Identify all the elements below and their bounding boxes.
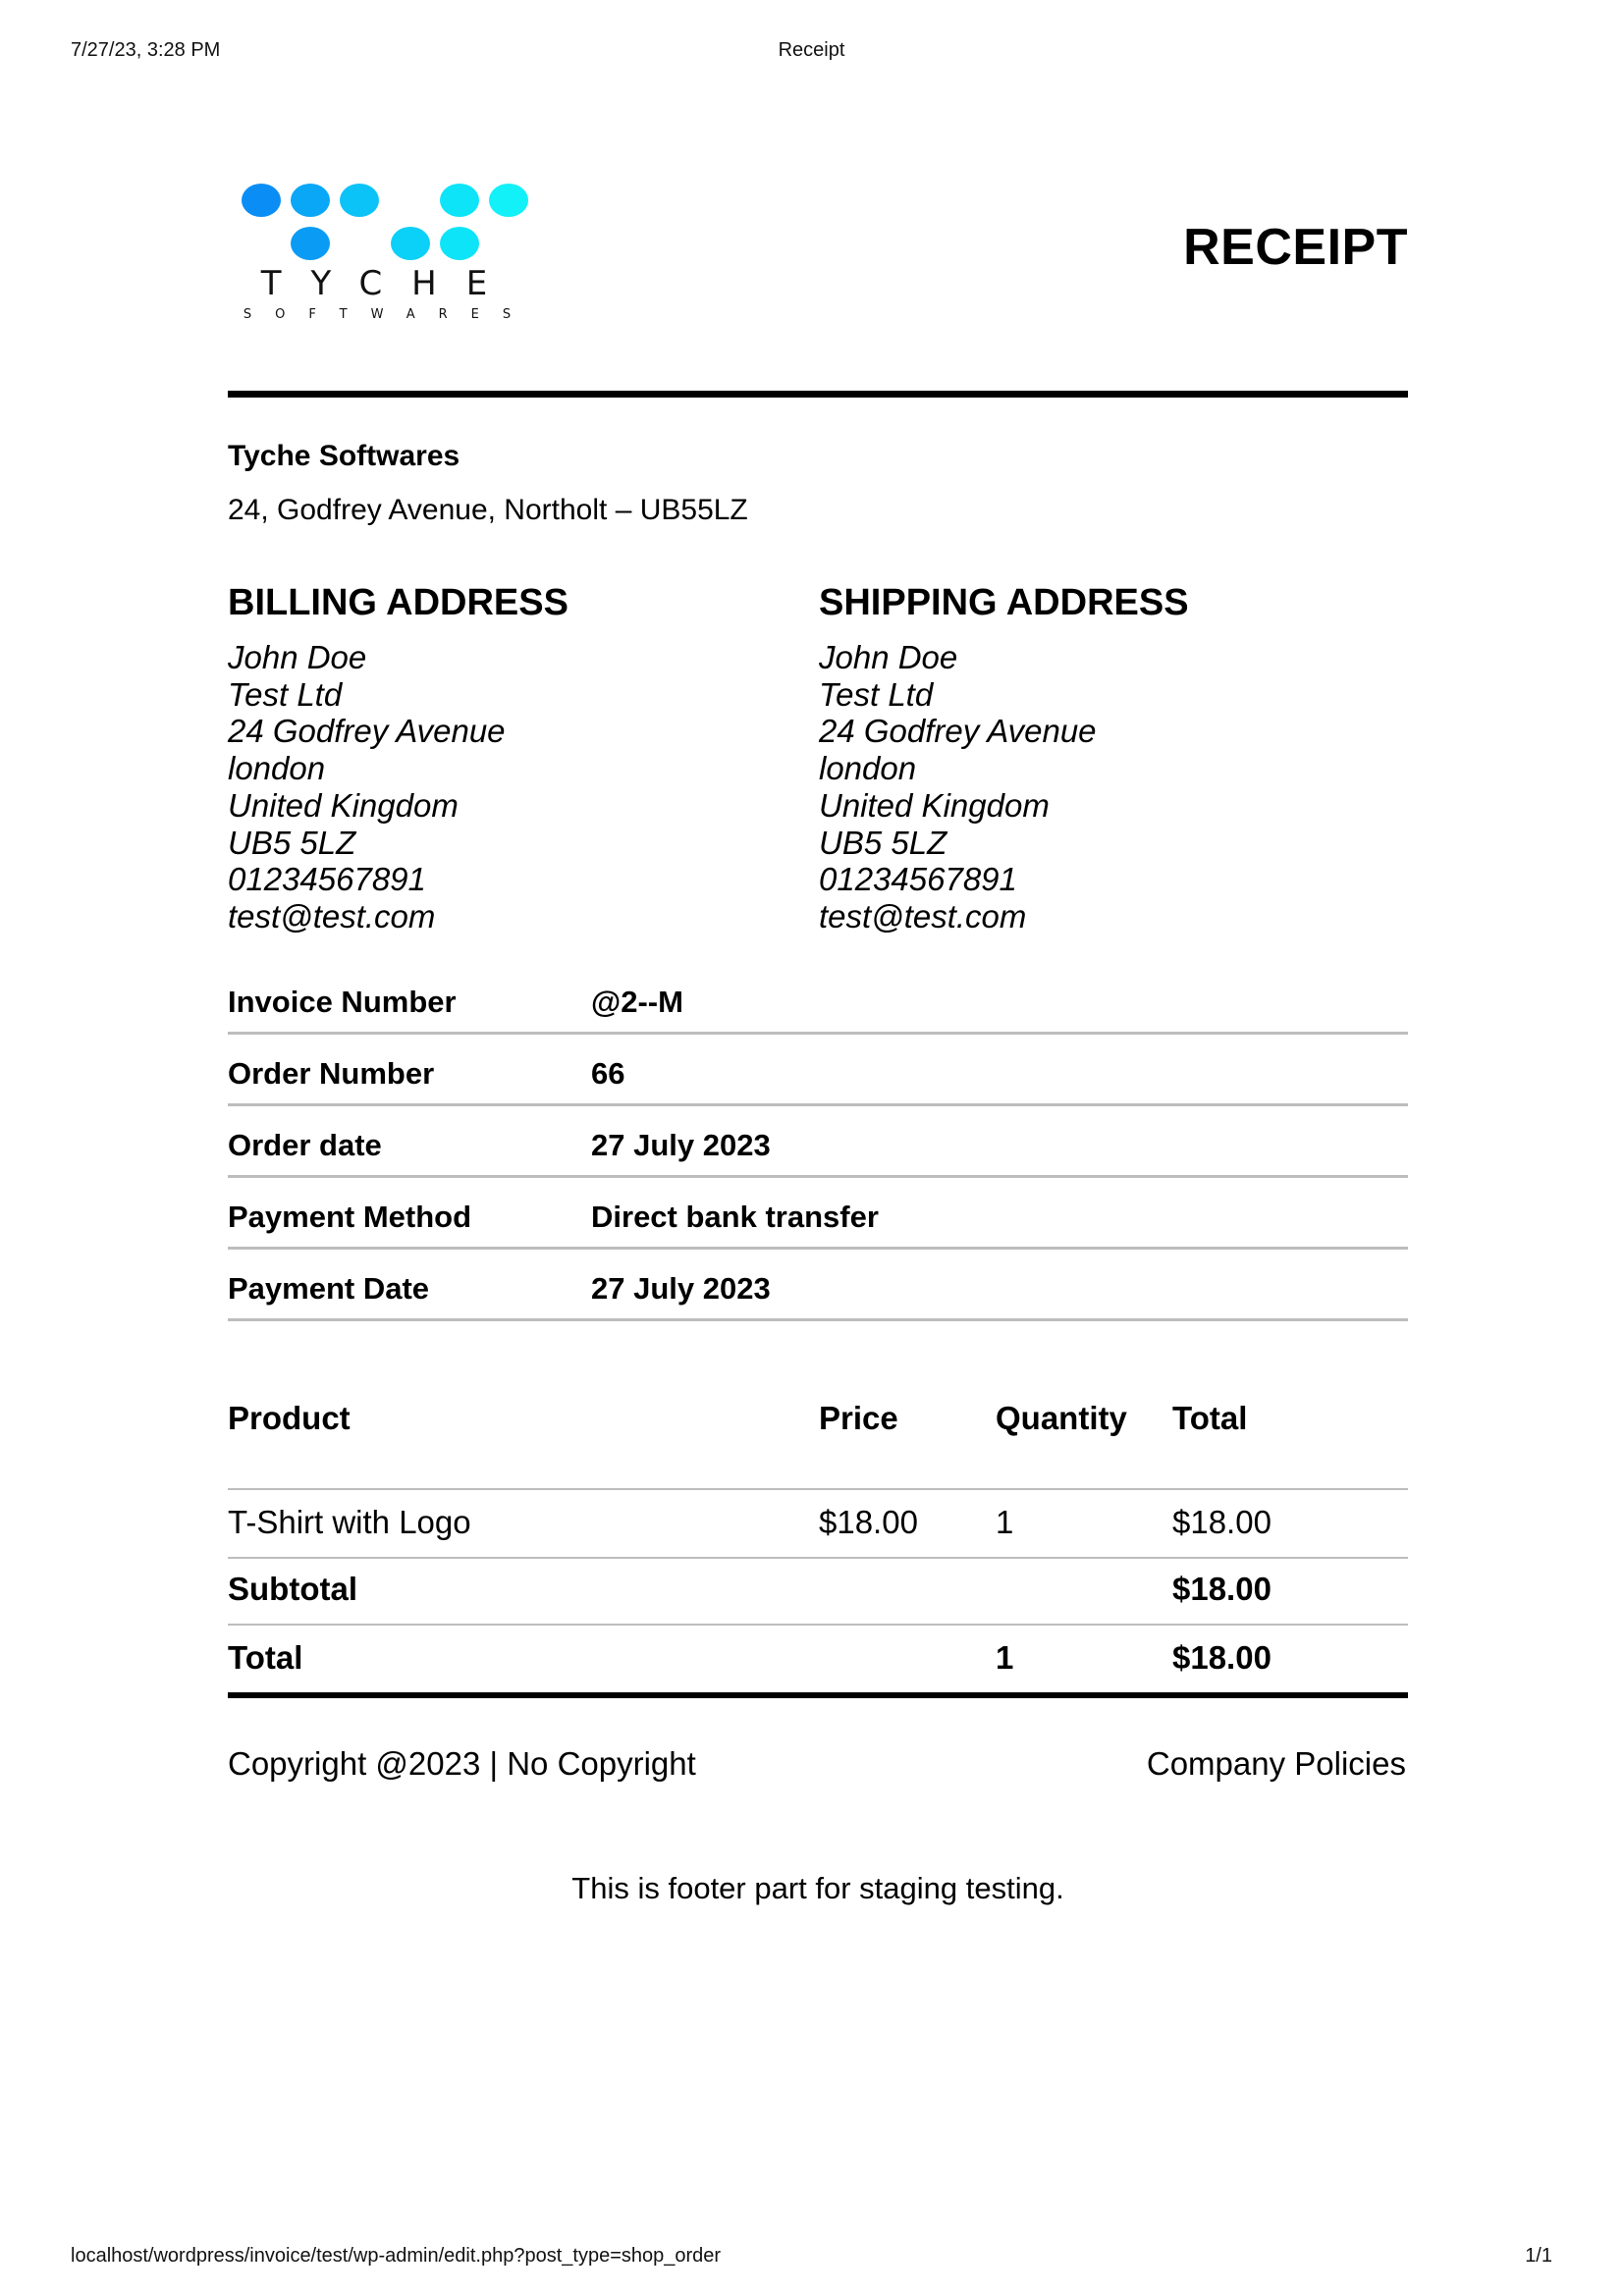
info-value: 27 July 2023: [591, 1128, 771, 1162]
print-footer: [71, 2245, 1552, 2274]
company-policies-link[interactable]: Company Policies: [1146, 1745, 1406, 1782]
print-url: localhost/wordpress/invoice/test/wp-admin/edit.php?post_type=shop_order: [71, 2245, 722, 2267]
info-row-order-number: [228, 1035, 1408, 1106]
grand-total-value: $18.00: [1172, 1639, 1271, 1676]
header-divider: [228, 391, 1408, 398]
shipping-email: test@test.com: [819, 897, 1027, 934]
copyright-text: Copyright @2023 | No Copyright: [228, 1745, 696, 1782]
subtotal-row: [228, 1559, 1408, 1626]
billing-address: [228, 580, 817, 935]
billing-heading: BILLING ADDRESS: [228, 582, 568, 623]
shipping-city: london: [819, 750, 917, 787]
info-row-order-date: [228, 1106, 1408, 1178]
logo-wordmark: TYCHE: [260, 264, 517, 303]
billing-email: test@test.com: [228, 897, 436, 934]
header-product: Product: [228, 1400, 351, 1436]
order-info-table: [228, 963, 1408, 1321]
company-name: Tyche Softwares: [228, 440, 460, 472]
header-price: Price: [819, 1400, 898, 1436]
grand-total-label: Total: [228, 1639, 303, 1676]
info-label: Order date: [228, 1128, 382, 1162]
shipping-address: [819, 580, 1408, 935]
billing-postcode: UB5 5LZ: [228, 824, 356, 861]
print-page-number: 1/1: [1525, 2245, 1552, 2267]
tyche-logo: [242, 175, 536, 322]
shipping-country: United Kingdom: [819, 786, 1050, 824]
info-value: @2--M: [591, 985, 683, 1019]
shipping-heading: SHIPPING ADDRESS: [819, 582, 1189, 623]
print-header: [71, 39, 1552, 69]
shipping-street: 24 Godfrey Avenue: [819, 713, 1097, 750]
products-header-row: [228, 1378, 1408, 1490]
shipping-phone: 01234567891: [819, 861, 1017, 898]
info-value: 66: [591, 1056, 625, 1091]
info-row-payment-date: [228, 1250, 1408, 1321]
print-title: Receipt: [778, 39, 845, 61]
company-info: [228, 436, 1408, 531]
info-label: Payment Date: [228, 1271, 430, 1306]
info-value: Direct bank transfer: [591, 1200, 879, 1234]
document-footer: [228, 1745, 1408, 1794]
subtotal-value: $18.00: [1172, 1571, 1271, 1607]
info-value: 27 July 2023: [591, 1271, 771, 1306]
billing-country: United Kingdom: [228, 786, 459, 824]
logo-tagline: SOFTWARES: [243, 307, 535, 322]
table-row: [228, 1490, 1408, 1559]
receipt-document: [228, 167, 1408, 1906]
addresses-section: [228, 580, 1408, 953]
info-label: Payment Method: [228, 1200, 472, 1234]
item-price: $18.00: [819, 1504, 918, 1540]
logo-dots: [242, 184, 528, 260]
grand-total-row: [228, 1626, 1408, 1698]
info-row-payment-method: [228, 1178, 1408, 1250]
billing-name: John Doe: [228, 639, 367, 675]
shipping-name: John Doe: [819, 639, 958, 675]
info-label: Order Number: [228, 1056, 435, 1091]
item-product: T-Shirt with Logo: [228, 1504, 471, 1540]
products-table: [228, 1378, 1408, 1698]
info-label: Invoice Number: [228, 985, 457, 1019]
footer-note: This is footer part for staging testing.: [571, 1871, 1064, 1905]
billing-phone: 01234567891: [228, 861, 426, 898]
grand-total-quantity: 1: [996, 1639, 1014, 1676]
billing-city: london: [228, 750, 326, 787]
billing-company: Test Ltd: [228, 675, 343, 713]
info-row-invoice-number: [228, 963, 1408, 1035]
header-total: Total: [1172, 1400, 1248, 1436]
subtotal-label: Subtotal: [228, 1571, 357, 1607]
print-datetime: 7/27/23, 3:28 PM: [71, 39, 221, 61]
shipping-company: Test Ltd: [819, 675, 934, 713]
item-total: $18.00: [1172, 1504, 1271, 1540]
shipping-postcode: UB5 5LZ: [819, 824, 947, 861]
item-quantity: 1: [996, 1504, 1014, 1540]
billing-street: 24 Godfrey Avenue: [228, 713, 506, 750]
company-address: 24, Godfrey Avenue, Northolt – UB55LZ: [228, 494, 748, 526]
receipt-title: RECEIPT: [1183, 219, 1408, 276]
header-quantity: Quantity: [996, 1400, 1127, 1436]
document-header: [228, 167, 1408, 387]
